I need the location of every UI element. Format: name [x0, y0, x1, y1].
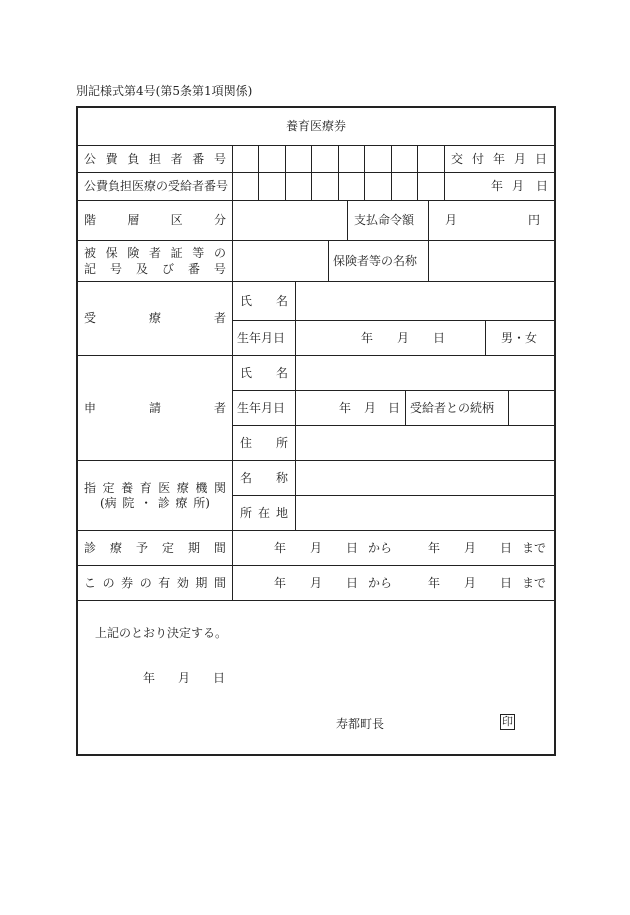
seal-mark: 印: [502, 715, 513, 728]
form-title: 養育医療券: [285, 119, 346, 133]
insurance-card-label-line2: 記 号 及 び 番 号: [84, 262, 226, 276]
applicant-address-label: 住 所: [240, 436, 288, 450]
scheduled-to-month: 月: [464, 541, 477, 555]
scheduled-period-label: 診 療 予 定 期 間: [84, 541, 226, 555]
applicant-birth-month: 月: [364, 401, 377, 415]
decision-year: 年: [143, 671, 156, 685]
decision-statement: 上記のとおり決定する。: [95, 626, 228, 640]
applicant-birth-day: 日: [388, 401, 401, 415]
sex-label: 男・女: [501, 331, 538, 345]
recipient-number-label: 公費負担医療の受給者番号: [84, 179, 229, 193]
patient-birth-day: 日: [433, 331, 446, 345]
valid-to-day: 日: [500, 576, 513, 590]
issue-day-label: 日: [536, 179, 549, 193]
form-frame: [76, 106, 556, 756]
valid-from-label: から: [368, 576, 393, 590]
mayor-title: 寿都町長: [336, 717, 385, 731]
public-expense-payer-number-label: 公 費 負 担 者 番 号: [84, 152, 226, 166]
scheduled-to-year: 年: [428, 541, 441, 555]
institution-location-label: 所 在 地: [240, 506, 288, 520]
scheduled-from-month: 月: [310, 541, 323, 555]
patient-label: 受 療 者: [84, 311, 226, 325]
scheduled-to-day: 日: [500, 541, 513, 555]
valid-from-year: 年: [274, 576, 287, 590]
issue-month-label: 月: [512, 179, 525, 193]
decision-month: 月: [178, 671, 191, 685]
yen-label: 円: [528, 213, 541, 227]
valid-from-day: 日: [346, 576, 359, 590]
applicant-birth-year: 年: [339, 401, 352, 415]
payment-order-amount-label: 支払命令額: [354, 213, 415, 227]
scheduled-from-day: 日: [346, 541, 359, 555]
scheduled-from-year: 年: [274, 541, 287, 555]
valid-to-label: まで: [522, 576, 547, 590]
insurer-name-label: 保険者等の名称: [333, 254, 418, 268]
applicant-label: 申 請 者: [84, 401, 226, 415]
insurance-card-label-line1: 被 保 険 者 証 等 の: [84, 246, 226, 260]
validity-period-label: こ の 券 の 有 効 期 間: [84, 576, 226, 590]
applicant-name-label: 氏 名: [240, 366, 288, 380]
patient-birthdate-label: 生年月日: [237, 331, 286, 345]
form-caption: 別記様式第4号(第5条第1項関係): [76, 84, 253, 98]
applicant-birthdate-label: 生年月日: [237, 401, 286, 415]
valid-to-year: 年: [428, 576, 441, 590]
patient-birth-month: 月: [397, 331, 410, 345]
patient-birth-year: 年: [361, 331, 374, 345]
relationship-label: 受給者との続柄: [410, 401, 495, 415]
issue-year-label: 年: [491, 179, 504, 193]
designated-institution-label: 指 定 養 育 医 療 機 関: [84, 481, 226, 495]
valid-to-month: 月: [464, 576, 477, 590]
payment-month-label: 月: [445, 213, 458, 227]
patient-name-label: 氏 名: [240, 294, 288, 308]
valid-from-month: 月: [310, 576, 323, 590]
scheduled-from-label: から: [368, 541, 393, 555]
decision-day: 日: [213, 671, 226, 685]
hospital-clinic-label: (病 院 ・ 診 療 所): [100, 496, 210, 510]
institution-name-label: 名 称: [240, 471, 288, 485]
tier-category-label: 階 層 区 分: [84, 213, 226, 227]
scheduled-to-label: まで: [522, 541, 547, 555]
issue-date-label: 交 付 年 月 日: [451, 152, 547, 166]
